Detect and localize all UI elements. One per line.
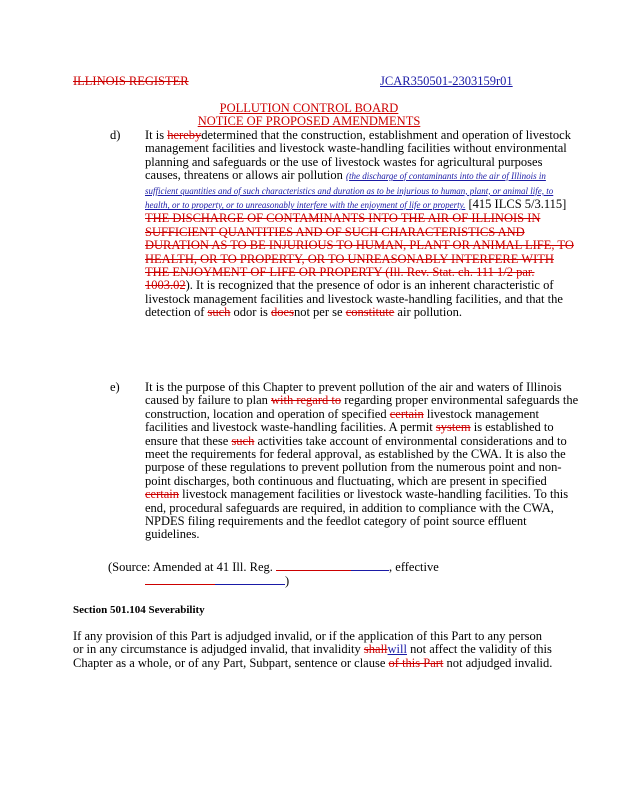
deleted-constitute: constitute (345, 305, 395, 320)
para-d-text: air pollution. (394, 305, 462, 320)
para-d-text: determined that the construction, establishment and operation of livestock management facilities and livestock waste-handling facilities without environmental planning and safeguards or the use of livestock wastes for agricultural purposes causes, threatens or allows air pollution (145, 128, 571, 183)
deleted-certain: certain (389, 406, 424, 421)
inserted-will: will (387, 642, 407, 657)
para-e-text: activities take account of environmental considerations and to meet the requirements for federal approval, as established by the CWA. It is also the purpose of these regulations to prevent pollution from the numerous point and non-point discharges, both continuous and fluctuating, which are present in specified (145, 433, 567, 488)
register-title: ILLINOIS REGISTER (73, 74, 189, 88)
deleted-such: such (207, 305, 231, 320)
section-text: not affect the validity of this Chapter as a whole, or of any Part, Subpart, sentence or clause (73, 642, 552, 670)
deleted-system: system (435, 420, 471, 435)
notice-title: NOTICE OF PROPOSED AMENDMENTS (197, 114, 421, 128)
section-text: If any provision of this Part is adjudged invalid, or if the application of this Part to any person or in any circumstance is adjudged invalid, that invalidity (73, 629, 543, 657)
para-e-text: is established to ensure that these (145, 420, 554, 448)
para-d-text: odor is (230, 305, 272, 320)
inserted-definition: (the discharge of contaminants into the air of Illinois in sufficient quantities and of such characteristics and duration as to be injurious to human, plant, or animal life, to health, or to property, or to unreasonably interfere with the enjoyment of life or property. (145, 171, 554, 211)
source-close: ) (285, 574, 290, 588)
para-e-text: regarding proper environmental safeguards the construction, location and operation of specified (145, 393, 579, 421)
deleted-certain: certain (145, 487, 180, 502)
para-d-text: ). It is recognized that the presence of odor is an inherent characteristic of livestock management facilities and livestock waste-handling facilities, and that the detection of (145, 278, 563, 320)
deleted-shall: shall (363, 642, 388, 657)
para-d-text: It is (145, 128, 168, 142)
deleted-caps-definition: THE DISCHARGE OF CONTAMINANTS INTO THE AIR OF ILLINOIS IN SUFFICIENT QUANTITIES AND OF SUCH CHARACTERISTICS AND DURATION AS TO BE INJURIOUS TO HUMAN, PLANT OR ANIMAL LIFE, TO HEALTH, OR TO PROPERTY, OR TO UNREASONABLY INTERFERE WITH THE ENJOYMENT OF LIFE OR PROPERTY (Ill. Rev. Stat. ch. 111 1/2 par. 1003.02 (145, 211, 574, 293)
source-line-2 (145, 575, 289, 588)
deleted-hereby: hereby (167, 128, 202, 142)
citation: [415 ILCS 5/3.115] (468, 197, 567, 212)
source-blank (145, 584, 215, 585)
deleted-does: does (271, 305, 294, 320)
para-e (145, 381, 580, 542)
para-d (145, 129, 580, 320)
deleted-of-this-part: of this Part (388, 655, 444, 670)
section-text: not adjudged invalid. (443, 655, 553, 670)
document-code: JCAR350501-2303159r01 (380, 74, 513, 88)
source-line (108, 561, 439, 574)
source-blank (276, 570, 351, 571)
section-body (73, 630, 553, 670)
para-e-text: livestock management facilities or livestock waste-handling facilities. To this end, procedural safeguards are required, in addition to compliance with the CWA, NPDES filing requirements and the feedlot category of point source effluent guidelines. (145, 487, 569, 542)
section-heading: Section 501.104 Severability (73, 604, 205, 616)
source-blank (351, 570, 389, 571)
board-title: POLLUTION CONTROL BOARD (219, 101, 399, 115)
para-d-text: not per se (293, 305, 346, 320)
para-e-text: livestock management facilities and livestock waste-handling facilities. A permit (145, 406, 539, 435)
para-e-text: It is the purpose of this Chapter to prevent pollution of the air and waters of Illinois caused by failure to plan (145, 380, 562, 408)
source-text: (Source: Amended at 41 Ill. Reg. (108, 560, 273, 574)
deleted-with-regard-to: with regard to (271, 393, 342, 408)
para-e-label: e) (110, 380, 120, 394)
deleted-such: such (231, 433, 255, 448)
source-blank (215, 584, 285, 585)
para-d-label: d) (110, 128, 121, 142)
source-effective: , effective (389, 560, 439, 574)
